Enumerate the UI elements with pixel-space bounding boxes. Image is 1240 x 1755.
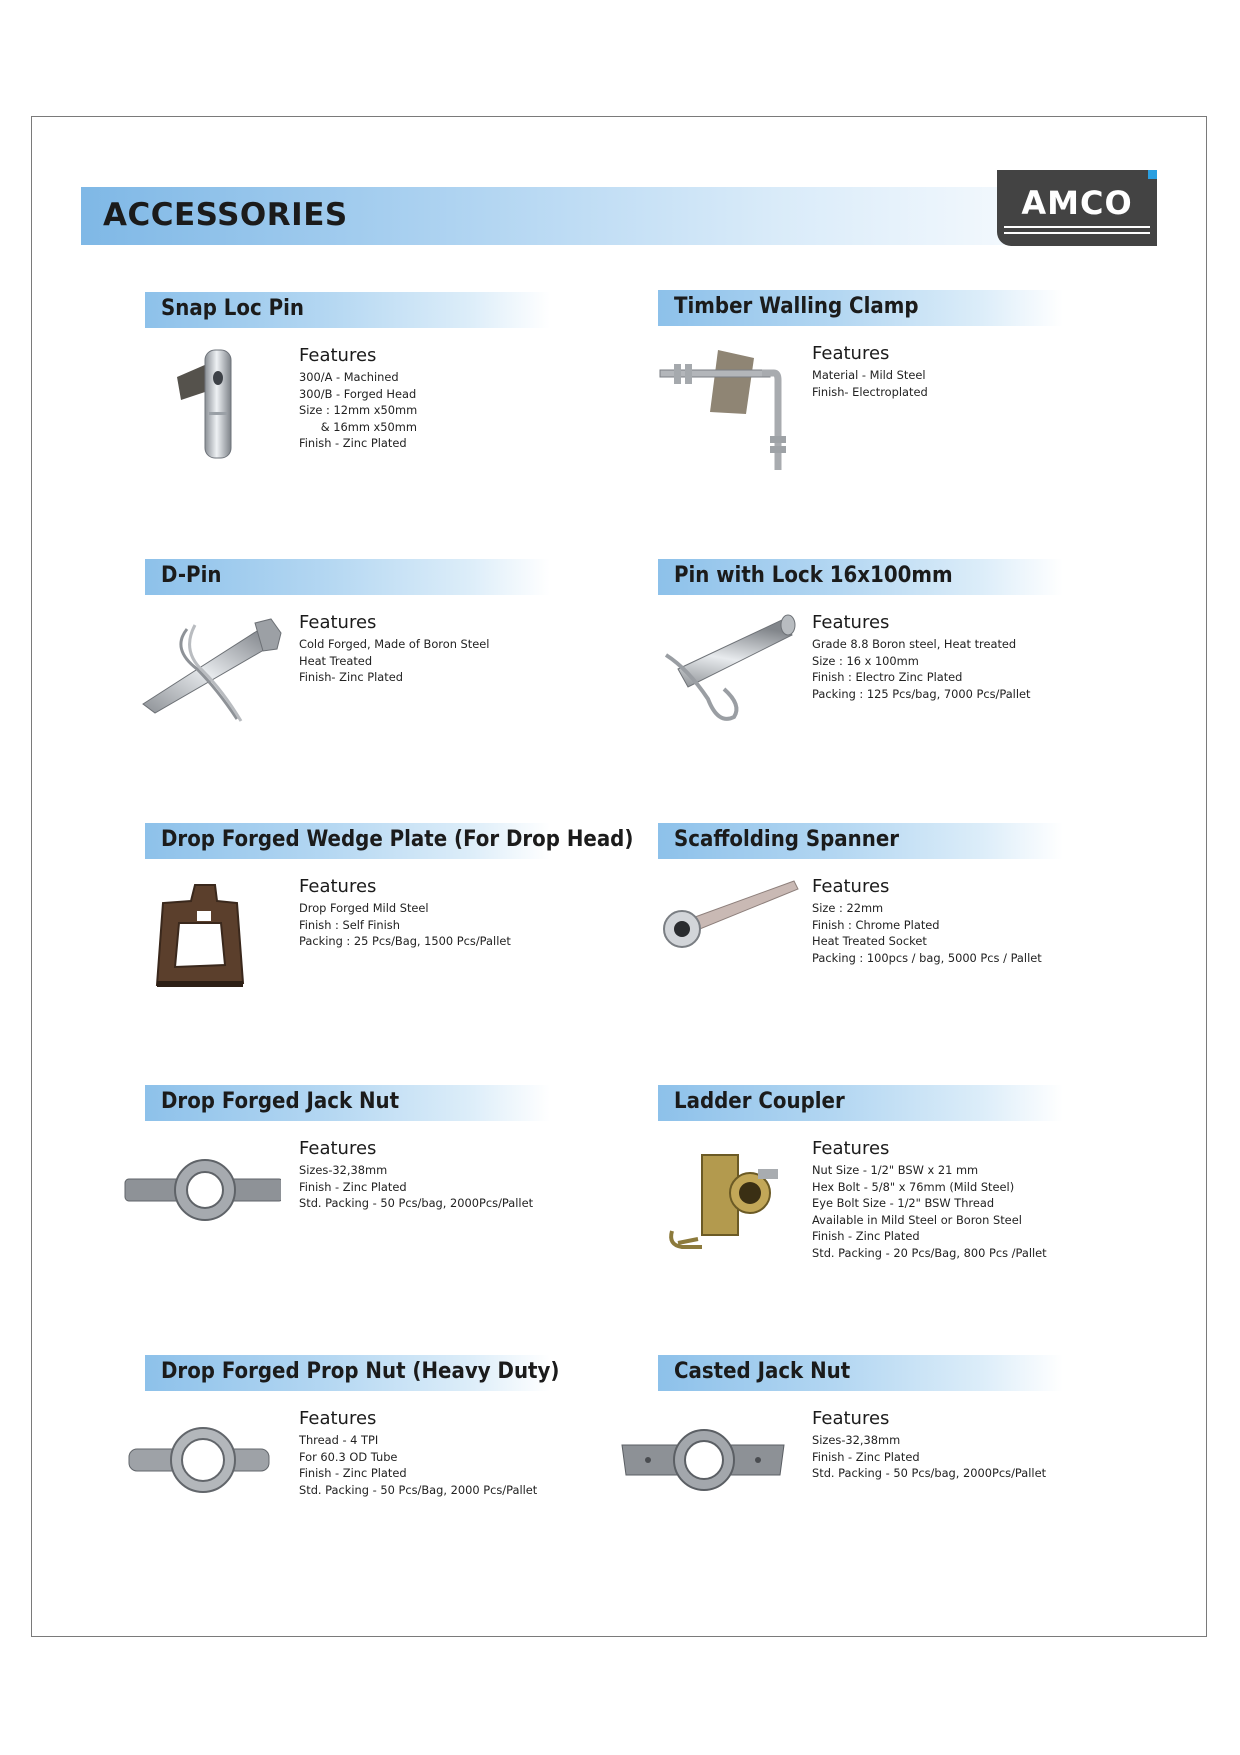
product-card-snap-loc-pin — [145, 292, 635, 532]
logo-accent — [1148, 170, 1157, 179]
product-name: Drop Forged Wedge Plate (For Drop Head) — [161, 827, 634, 852]
feature-line: For 60.3 OD Tube — [299, 1449, 398, 1464]
product-name: Timber Walling Clamp — [674, 294, 919, 319]
logo-underline — [1004, 226, 1150, 228]
feature-line: Finish - Zinc Plated — [299, 1466, 407, 1481]
feature-line: Size : 16 x 100mm — [812, 653, 919, 668]
feature-line: Std. Packing - 20 Pcs/Bag, 800 Pcs /Pallet — [812, 1245, 1047, 1260]
wedge-plate-image — [145, 873, 295, 1003]
feature-list — [812, 900, 1142, 966]
feature-line: Drop Forged Mild Steel — [299, 901, 429, 915]
feature-line: Packing : 125 Pcs/bag, 7000 Pcs/Pallet — [812, 686, 1031, 701]
features-heading: Features — [299, 1408, 377, 1429]
feature-line: Available in Mild Steel or Boron Steel — [812, 1212, 1022, 1227]
feature-line: Size : 12mm x50mm — [299, 403, 418, 418]
feature-list — [812, 367, 1142, 400]
product-card-wedge-plate — [145, 823, 635, 1063]
pin-with-lock-image — [658, 609, 808, 739]
feature-line: Thread - 4 TPI — [299, 1433, 379, 1447]
product-card-drop-forged-jack-nut — [145, 1085, 635, 1325]
feature-line: Finish- Electroplated — [812, 384, 928, 399]
features-heading: Features — [812, 876, 890, 897]
product-card-casted-jack-nut — [658, 1355, 1148, 1595]
product-name: Drop Forged Jack Nut — [161, 1089, 400, 1114]
drop-forged-jack-nut-image — [111, 1135, 281, 1265]
feature-line: Finish : Chrome Plated — [812, 917, 940, 932]
page-title: ACCESSORIES — [103, 197, 348, 233]
feature-list — [299, 1432, 629, 1498]
feature-list — [299, 636, 629, 686]
features-heading: Features — [299, 612, 377, 633]
feature-list — [299, 900, 629, 950]
features-heading: Features — [299, 345, 377, 366]
product-card-ladder-coupler — [658, 1085, 1148, 1325]
product-name: Snap Loc Pin — [161, 296, 304, 321]
product-card-pin-with-lock — [658, 559, 1148, 799]
feature-line: Finish - Zinc Plated — [812, 1229, 920, 1244]
features-heading: Features — [812, 343, 890, 364]
product-name: D-Pin — [161, 563, 222, 588]
feature-list — [812, 1432, 1142, 1482]
features-heading: Features — [299, 876, 377, 897]
feature-line: Finish : Self Finish — [299, 917, 400, 932]
feature-line: Hex Bolt - 5/8" x 76mm (Mild Steel) — [812, 1179, 1015, 1194]
amco-logo — [997, 170, 1157, 246]
feature-line: Eye Bolt Size - 1/2" BSW Thread — [812, 1196, 995, 1211]
feature-line: Size : 22mm — [812, 901, 884, 915]
product-card-prop-nut — [145, 1355, 635, 1595]
product-card-timber-walling-clamp — [658, 290, 1148, 530]
feature-line: Std. Packing - 50 Pcs/bag, 2000Pcs/Pallet — [812, 1466, 1047, 1481]
feature-line: 300/B - Forged Head — [299, 386, 417, 401]
feature-line: Std. Packing - 50 Pcs/Bag, 2000 Pcs/Pallet — [299, 1482, 538, 1497]
logo-underline — [1004, 232, 1150, 234]
feature-line: Grade 8.8 Boron steel, Heat treated — [812, 637, 1017, 651]
feature-line: Packing : 100pcs / bag, 5000 Pcs / Pallet — [812, 950, 1042, 965]
snap-loc-pin-image — [145, 342, 295, 472]
feature-line: Std. Packing - 50 Pcs/bag, 2000Pcs/Pallet — [299, 1196, 534, 1211]
feature-line: Heat Treated Socket — [812, 934, 927, 949]
feature-line: Finish - Zinc Plated — [812, 1449, 920, 1464]
product-name: Ladder Coupler — [674, 1089, 845, 1114]
product-name: Pin with Lock 16x100mm — [674, 563, 953, 588]
product-name: Casted Jack Nut — [674, 1359, 851, 1384]
product-name: Scaffolding Spanner — [674, 827, 900, 852]
feature-line: Sizes-32,38mm — [299, 1163, 388, 1177]
feature-line: & 16mm x50mm — [299, 419, 417, 434]
casted-jack-nut-image — [618, 1405, 788, 1535]
features-heading: Features — [812, 612, 890, 633]
feature-line: Finish- Zinc Plated — [299, 670, 403, 685]
features-heading: Features — [299, 1138, 377, 1159]
feature-line: Material - Mild Steel — [812, 368, 926, 382]
features-heading: Features — [812, 1408, 890, 1429]
feature-line: Finish - Zinc Plated — [299, 1179, 407, 1194]
timber-walling-clamp-image — [658, 340, 808, 480]
product-name: Drop Forged Prop Nut (Heavy Duty) — [161, 1359, 560, 1384]
feature-list — [812, 1162, 1142, 1262]
scaffolding-spanner-image — [658, 873, 808, 1003]
features-heading: Features — [812, 1138, 890, 1159]
d-pin-image — [137, 609, 287, 739]
feature-list — [299, 1162, 629, 1212]
feature-line: Cold Forged, Made of Boron Steel — [299, 637, 490, 651]
feature-line: Nut Size - 1/2" BSW x 21 mm — [812, 1163, 979, 1177]
feature-line: Sizes-32,38mm — [812, 1433, 901, 1447]
product-card-scaffolding-spanner — [658, 823, 1148, 1063]
feature-line: Heat Treated — [299, 653, 373, 668]
feature-list — [299, 369, 629, 452]
feature-line: Finish - Zinc Plated — [299, 436, 407, 451]
feature-line: Packing : 25 Pcs/Bag, 1500 Pcs/Pallet — [299, 934, 511, 949]
ladder-coupler-image — [658, 1135, 808, 1265]
feature-line: Finish : Electro Zinc Plated — [812, 670, 963, 685]
logo-text: AMCO — [1021, 184, 1133, 222]
prop-nut-image — [125, 1405, 275, 1535]
product-card-d-pin — [145, 559, 635, 799]
feature-line: 300/A - Machined — [299, 370, 399, 384]
feature-list — [812, 636, 1142, 702]
